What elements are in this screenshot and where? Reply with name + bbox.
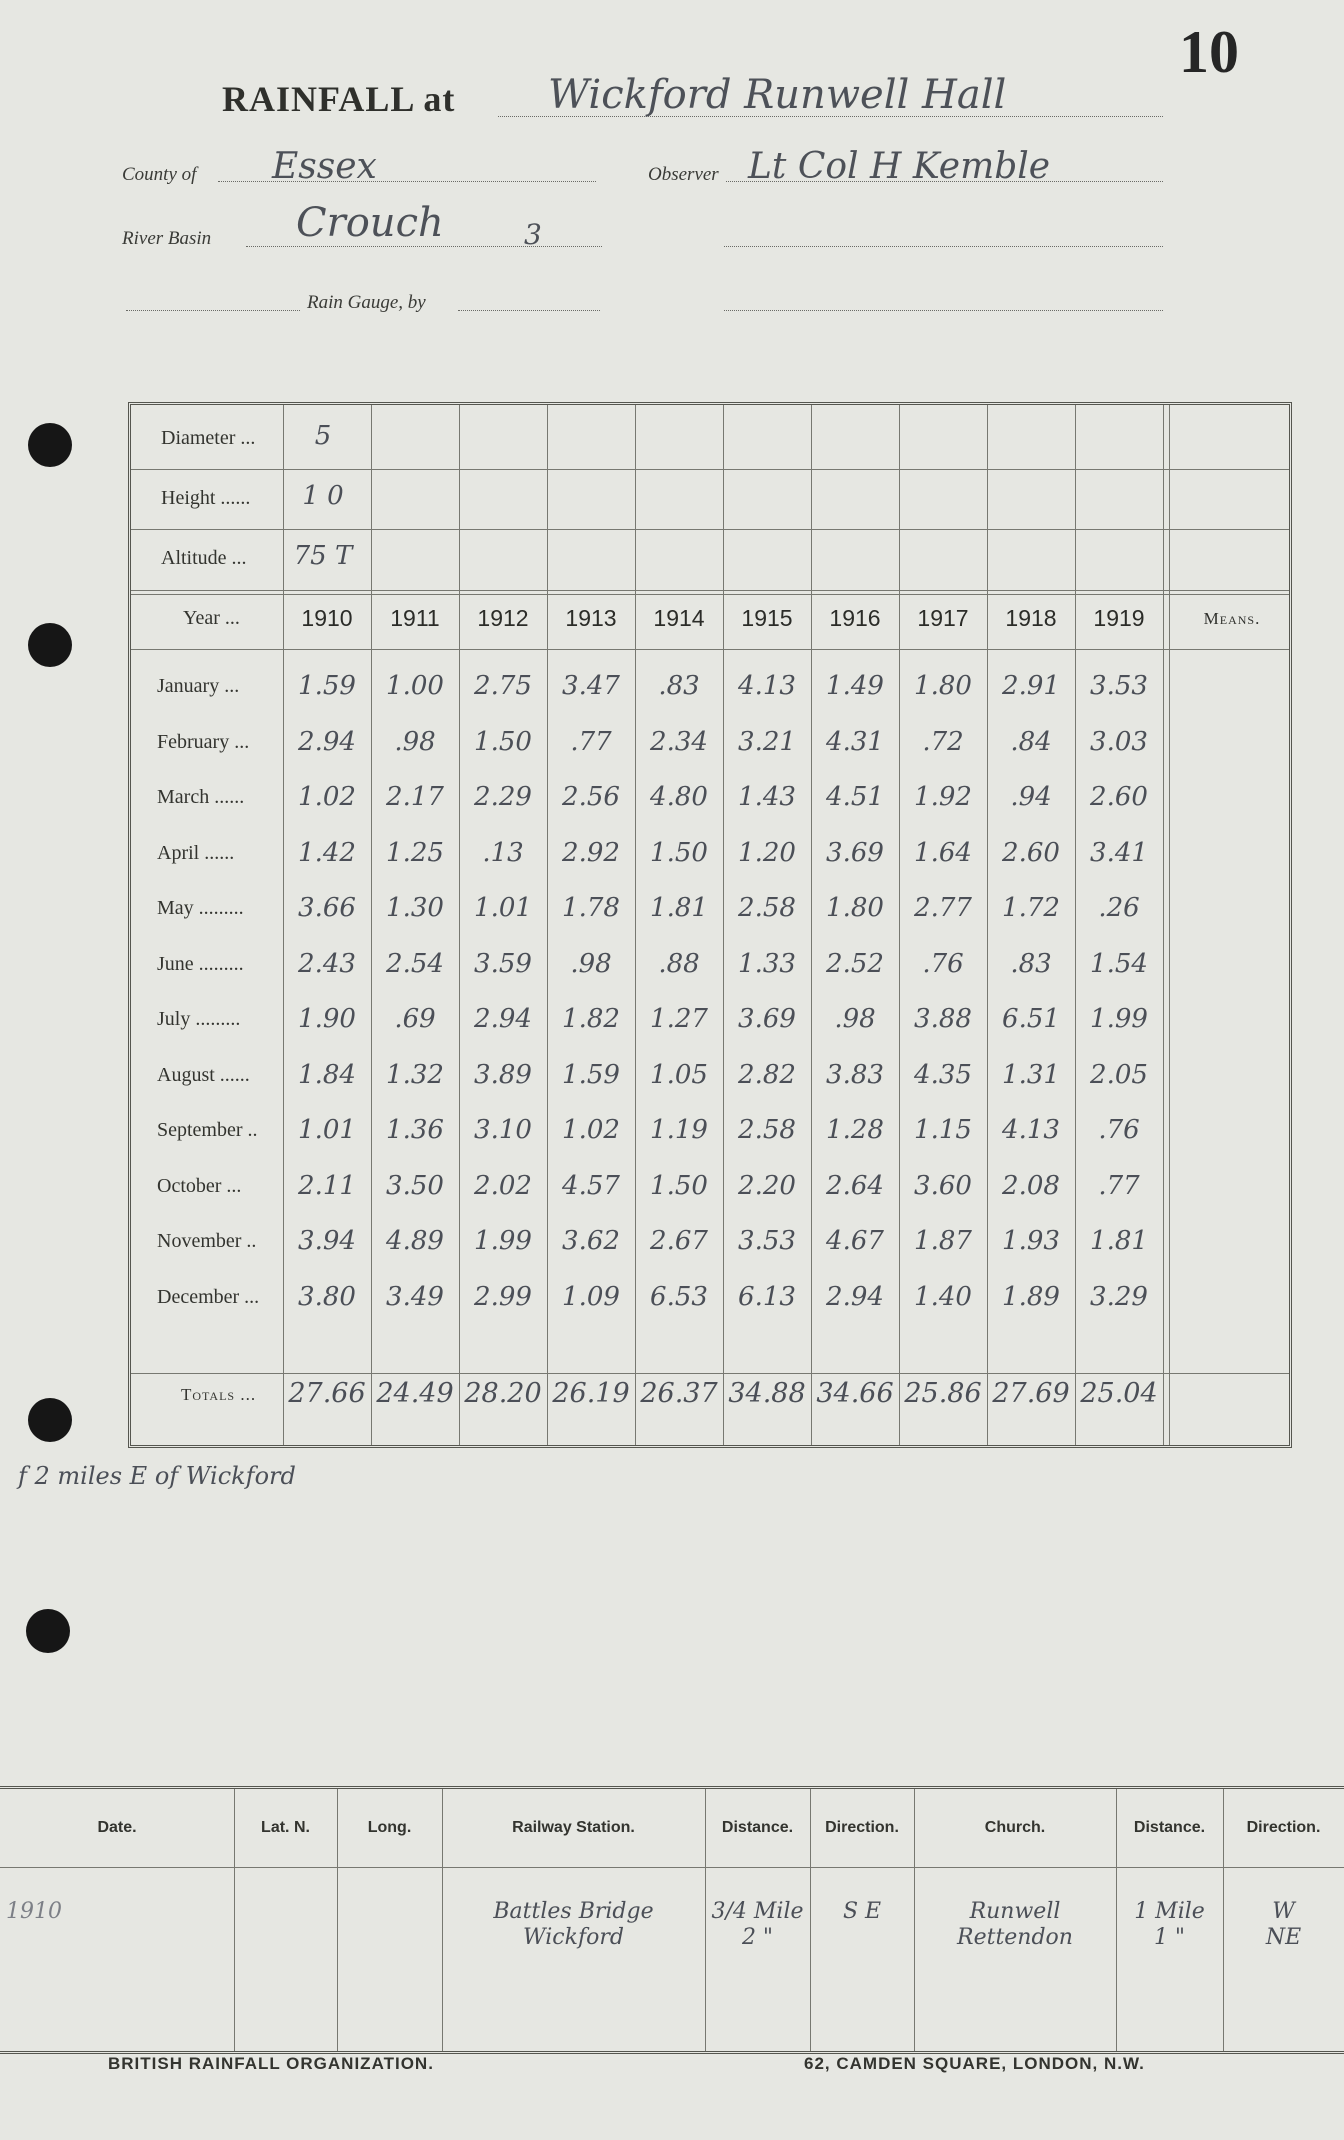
- rainfall-value: 1.50: [650, 1170, 708, 1201]
- year-header: 1916: [829, 605, 881, 631]
- year-header: 1919: [1093, 605, 1145, 631]
- month-label: February ...: [157, 730, 250, 753]
- rainfall-value: 1.31: [1002, 1059, 1060, 1090]
- rainfall-value: 2.67: [650, 1226, 708, 1256]
- month-label: November ..: [157, 1230, 257, 1252]
- rainfall-value: 3.80: [298, 1281, 356, 1312]
- rainfall-value: 4.80: [650, 782, 708, 812]
- rainfall-value: 2.99: [474, 1281, 532, 1312]
- rainfall-value: 3.88: [914, 1004, 972, 1034]
- header-long: Long.: [367, 1819, 412, 1836]
- rainfall-value: 6.53: [650, 1281, 708, 1312]
- rainfall-value: 2.64: [826, 1170, 884, 1201]
- rainfall-value: 1.99: [1090, 1004, 1148, 1034]
- rainfall-value: 2.58: [738, 1115, 796, 1145]
- year-label: Year ...: [183, 607, 240, 629]
- rainfall-value: 2.11: [298, 1170, 356, 1201]
- month-label: August ......: [157, 1063, 250, 1086]
- rainfall-value: 1.81: [650, 893, 708, 923]
- rainfall-value: 3.29: [1090, 1281, 1148, 1312]
- rainfall-value: 4.57: [562, 1170, 620, 1201]
- rainfall-value: 1.33: [738, 948, 796, 979]
- row-church: Runwell Rettendon: [957, 1899, 1073, 1950]
- station-name: Wickford Runwell Hall: [548, 72, 1007, 118]
- rainfall-value: 4.67: [826, 1226, 884, 1256]
- rainfall-value: 1.81: [1090, 1226, 1148, 1256]
- rainfall-value: 1.05: [650, 1059, 708, 1090]
- footer-organization: BRITISH RAINFALL ORGANIZATION.: [108, 2054, 434, 2073]
- altitude-value: 75 T: [293, 541, 353, 571]
- total-value: 28.20: [464, 1378, 542, 1409]
- rainfall-value: 1.32: [386, 1059, 444, 1090]
- rainfall-value: 3.59: [474, 948, 532, 979]
- county-value: Essex: [272, 146, 377, 187]
- rainfall-value: 1.92: [914, 782, 972, 812]
- rainfall-value: 2.05: [1090, 1059, 1148, 1090]
- rainfall-value: 1.80: [826, 893, 884, 923]
- total-value: 27.69: [992, 1378, 1070, 1409]
- rainfall-value: 1.59: [298, 671, 356, 701]
- rainfall-value: 2.82: [738, 1059, 796, 1090]
- rainfall-value: 2.75: [474, 671, 532, 701]
- rainfall-value: 3.10: [474, 1115, 532, 1145]
- rainfall-value: 4.35: [914, 1059, 972, 1090]
- rainfall-value: 3.53: [1090, 671, 1148, 701]
- rainfall-value: 3.83: [826, 1059, 884, 1090]
- year-header: 1911: [390, 605, 440, 631]
- rainfall-value: 4.51: [826, 782, 884, 812]
- punch-hole: [28, 423, 72, 467]
- rainfall-value: 1.01: [298, 1115, 356, 1145]
- rainfall-value: 1.02: [562, 1115, 620, 1145]
- month-label: May .........: [157, 897, 244, 919]
- month-label: December ...: [157, 1285, 260, 1308]
- month-label: October ...: [157, 1174, 242, 1197]
- blank-rule-2: [724, 310, 1163, 311]
- rainfall-value: 1.19: [650, 1115, 708, 1145]
- rainfall-value: .98: [570, 948, 612, 979]
- rainfall-value: .83: [658, 671, 700, 701]
- rainfall-value: 4.31: [826, 726, 884, 757]
- rainfall-value: 4.13: [738, 671, 796, 701]
- rainfall-value: .77: [1098, 1170, 1140, 1201]
- rainfall-value: .69: [394, 1004, 436, 1034]
- observer-value: Lt Col H Kemble: [748, 146, 1051, 187]
- rainfall-value: 2.02: [474, 1170, 532, 1201]
- rainfall-value: 1.78: [562, 893, 620, 923]
- rainfall-value: 3.53: [738, 1226, 796, 1256]
- rainfall-value: 1.40: [914, 1281, 972, 1312]
- year-header: 1913: [565, 605, 617, 631]
- river-basin-value: Crouch: [296, 200, 444, 246]
- rainfall-value: .98: [394, 726, 436, 757]
- rainfall-value: 1.49: [826, 671, 884, 701]
- rainfall-value: 2.34: [650, 726, 708, 757]
- county-label: County of: [122, 164, 197, 185]
- rainfall-value: 2.29: [474, 782, 532, 812]
- sheet-number: 10: [1179, 19, 1239, 85]
- rainfall-value: .83: [1010, 948, 1052, 979]
- row-rail-distance: 3/4 Mile 2 ": [711, 1899, 804, 1950]
- rainfall-value: 2.58: [738, 893, 796, 923]
- rainfall-value: 2.43: [298, 948, 356, 979]
- altitude-label: Altitude ...: [161, 547, 247, 569]
- rainfall-value: 2.08: [1002, 1170, 1060, 1201]
- observer-label: Observer: [648, 164, 719, 185]
- header-rail-direction: Direction.: [825, 1819, 899, 1836]
- row-railway-station: Battles Bridge Wickford: [493, 1899, 654, 1950]
- location-table: [0, 1786, 1344, 2054]
- rainfall-value: 2.56: [562, 782, 620, 812]
- rainfall-table: [128, 402, 1292, 1448]
- rainfall-value: .94: [1010, 782, 1052, 812]
- rainfall-value: .84: [1010, 726, 1052, 757]
- rainfall-value: 3.50: [386, 1170, 444, 1201]
- rainfall-value: 3.62: [562, 1226, 620, 1256]
- rainfall-value: 3.69: [738, 1004, 796, 1034]
- diameter-value: 5: [314, 421, 332, 451]
- rainfall-value: 1.64: [914, 837, 972, 868]
- rain-gauge-label: Rain Gauge, by: [307, 292, 426, 313]
- rainfall-value: 1.09: [562, 1281, 620, 1312]
- rainfall-value: 1.43: [738, 782, 796, 812]
- rainfall-value: 1.01: [474, 893, 532, 923]
- rainfall-value: 3.66: [298, 893, 356, 923]
- rainfall-value: 1.20: [738, 837, 796, 868]
- rainfall-value: .76: [922, 948, 964, 979]
- diameter-label: Diameter ...: [161, 427, 256, 449]
- rainfall-value: 3.21: [738, 726, 796, 757]
- rainfall-value: .88: [658, 948, 700, 979]
- month-label: June .........: [157, 952, 244, 975]
- rainfall-value: .77: [570, 726, 612, 757]
- gauge-rule-right: [458, 310, 600, 311]
- rainfall-value: 1.50: [474, 726, 532, 757]
- rainfall-value: 2.20: [738, 1170, 796, 1201]
- rainfall-value: 2.91: [1002, 671, 1060, 701]
- month-label: January ...: [157, 675, 240, 697]
- rainfall-value: 1.99: [474, 1226, 532, 1256]
- rainfall-value: 2.94: [474, 1004, 532, 1034]
- year-header: 1912: [477, 605, 529, 631]
- row-rail-direction: S E: [842, 1899, 882, 1924]
- rainfall-value: 6.51: [1002, 1004, 1060, 1034]
- rainfall-value: 1.87: [914, 1226, 972, 1256]
- means-header: Means.: [1203, 609, 1261, 628]
- month-label: April ......: [157, 841, 235, 864]
- year-header: 1914: [653, 605, 705, 631]
- rainfall-value: 1.25: [386, 837, 444, 868]
- rainfall-value: 1.54: [1090, 948, 1148, 979]
- rainfall-value: 4.89: [386, 1226, 444, 1256]
- rainfall-value: 1.90: [298, 1004, 356, 1034]
- rainfall-value: 2.54: [386, 948, 444, 979]
- rainfall-value: 2.52: [826, 948, 884, 979]
- rainfall-value: 3.69: [826, 837, 884, 868]
- header-rail-distance: Distance.: [721, 1819, 794, 1836]
- rainfall-value: .98: [834, 1004, 876, 1034]
- rainfall-value: 2.77: [914, 893, 972, 923]
- rainfall-value: 6.13: [738, 1281, 796, 1312]
- total-value: 25.04: [1080, 1378, 1158, 1409]
- header-church-direction: Direction.: [1246, 1819, 1321, 1836]
- row-date: 1910: [6, 1899, 62, 1924]
- rainfall-value: .13: [482, 837, 524, 868]
- month-label: March ......: [157, 786, 245, 808]
- rainfall-value: 1.27: [650, 1004, 708, 1034]
- footer-address: 62, CAMDEN SQUARE, LONDON, N.W.: [804, 2054, 1145, 2073]
- gauge-rule-left: [126, 310, 300, 311]
- rainfall-value: 3.03: [1090, 726, 1148, 757]
- header-railway-station: Railway Station.: [512, 1819, 635, 1836]
- rainfall-value: 1.30: [386, 893, 444, 923]
- punch-hole: [26, 1609, 70, 1653]
- year-header: 1918: [1005, 605, 1057, 631]
- total-value: 34.66: [816, 1378, 894, 1409]
- total-value: 26.37: [640, 1378, 718, 1409]
- height-value: 1 0: [302, 481, 344, 511]
- river-basin-rule: [246, 246, 602, 247]
- year-header: 1917: [917, 605, 969, 631]
- total-value: 25.86: [904, 1378, 982, 1409]
- rainfall-value: .76: [1098, 1115, 1140, 1145]
- rainfall-value: .26: [1098, 893, 1140, 923]
- header-date: Date.: [97, 1819, 137, 1836]
- punch-hole: [28, 623, 72, 667]
- rainfall-value: 2.60: [1090, 782, 1148, 812]
- rainfall-value: 2.17: [386, 782, 444, 812]
- rainfall-value: 3.49: [386, 1281, 444, 1312]
- header-lat: Lat. N.: [261, 1819, 310, 1836]
- total-value: 27.66: [288, 1378, 366, 1409]
- rainfall-value: 4.13: [1002, 1115, 1060, 1145]
- month-label: September ..: [157, 1119, 258, 1141]
- rainfall-value: 3.41: [1090, 837, 1148, 868]
- rainfall-value: 2.94: [826, 1281, 884, 1312]
- rainfall-value: 3.89: [474, 1059, 532, 1090]
- rainfall-value: 1.80: [914, 671, 972, 701]
- rainfall-value: 3.60: [914, 1170, 972, 1201]
- rainfall-value: 1.59: [562, 1059, 620, 1090]
- rainfall-value: 1.84: [298, 1059, 356, 1090]
- rainfall-value: 1.93: [1002, 1226, 1060, 1256]
- total-value: 34.88: [728, 1378, 806, 1409]
- rainfall-value: 2.94: [298, 726, 356, 757]
- rainfall-value: .72: [922, 726, 964, 757]
- month-label: July .........: [157, 1008, 241, 1030]
- rainfall-value: 1.36: [386, 1115, 444, 1145]
- row-church-distance: 1 Mile 1 ": [1134, 1899, 1205, 1950]
- river-basin-code: 3: [524, 218, 542, 251]
- rainfall-value: 1.28: [826, 1115, 884, 1145]
- totals-label: Totals ...: [181, 1385, 257, 1404]
- punch-hole: [28, 1398, 72, 1442]
- rainfall-value: 1.15: [914, 1115, 972, 1145]
- page-title: RAINFALL at: [222, 79, 456, 119]
- height-label: Height ......: [161, 487, 251, 509]
- blank-rule-1: [724, 246, 1163, 247]
- rainfall-value: 1.42: [298, 837, 356, 868]
- rainfall-value: 3.94: [298, 1226, 356, 1256]
- rainfall-value: 1.00: [386, 671, 444, 701]
- header-church-distance: Distance.: [1133, 1819, 1206, 1836]
- rainfall-value: 2.92: [562, 837, 620, 868]
- rainfall-value: 2.60: [1002, 837, 1060, 868]
- header-church: Church.: [984, 1819, 1046, 1836]
- rainfall-value: 1.72: [1002, 893, 1060, 923]
- handwritten-note: f 2 miles E of Wickford: [18, 1462, 296, 1490]
- total-value: 24.49: [376, 1378, 454, 1409]
- total-value: 26.19: [552, 1378, 630, 1409]
- rainfall-value: 1.89: [1002, 1281, 1060, 1312]
- year-header: 1910: [301, 605, 353, 631]
- river-basin-label: River Basin: [122, 228, 212, 249]
- rainfall-value: 3.47: [562, 671, 620, 701]
- year-header: 1915: [741, 605, 793, 631]
- rainfall-value: 1.82: [562, 1004, 620, 1034]
- rainfall-value: 1.02: [298, 782, 356, 812]
- rainfall-value: 1.50: [650, 837, 708, 868]
- row-church-direction: W NE: [1265, 1899, 1302, 1950]
